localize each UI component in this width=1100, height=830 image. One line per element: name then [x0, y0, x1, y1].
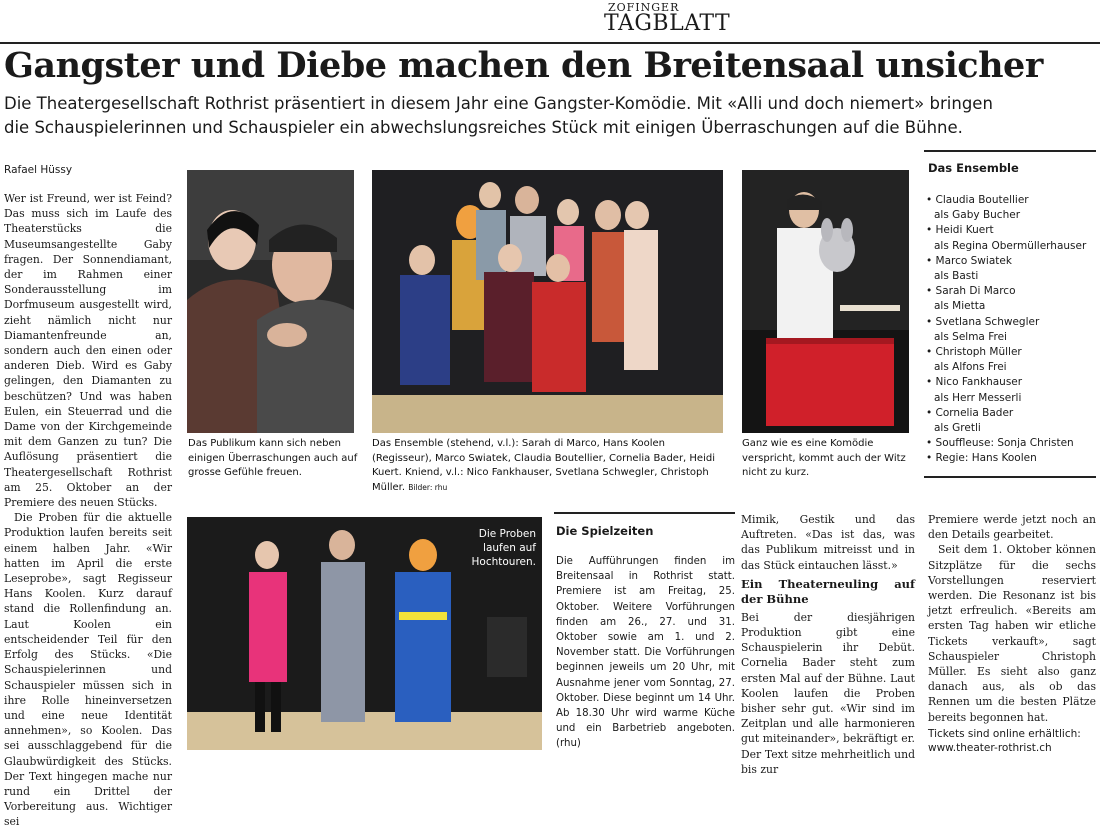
ensemble-member: • Heidi Kuert [926, 224, 994, 237]
ensemble-member: • Svetlana Schwegler [926, 315, 1040, 328]
photo-rehearsal [187, 517, 542, 750]
ensemble-member: • Cornelia Bader [926, 406, 1014, 419]
article-headline: Gangster und Diebe machen den Breitensaal unsicher [4, 45, 1043, 86]
ensemble-member: • Christoph Müller [926, 346, 1022, 359]
spielzeiten-rule [554, 512, 735, 514]
spielzeiten-text: Die Aufführungen finden im Breitensaal in Rothrist statt. Premiere ist am Freitag, 25. Oktober. Weitere Vorführungen finden am 26., 27. und 31. Oktober sowie am 1. und 2. November statt. Die Vorführungen beginnen jeweils um 20 Uhr, mit Ausnahme jener vom Sonntag, 27. Oktober. Diese beginnt um 14 Uhr. Ab 18.30 Uhr wird warme Küche und ein Barbetrieb angeboten. (rhu) [556, 556, 735, 750]
ensemble-role: als Regina Obermüllerhauser [934, 239, 1087, 252]
spielzeiten-title: Die Spielzeiten [556, 524, 654, 538]
caption-photo-2-text: Das Ensemble (stehend, v.l.): Sarah di Marco, Hans Koolen (Regisseur), Marco Swiatek, Claudia Boutellier, Cornelia Bader, Heidi Kuert. Kniend, v.l.: Nico Fankhauser, Svetlana Schwegler, Christoph Müller. [372, 438, 715, 493]
photo-suitcase-scene-image [742, 170, 909, 433]
tickets-link[interactable]: www.theater-rothrist.ch [928, 742, 1052, 754]
ensemble-role: als Herr Messerli [934, 391, 1022, 404]
article-paragraph: Wer ist Freund, wer ist Feind? Das muss sich im Laufe des Theaterstücks die Museumsangestellte Gaby fragen. Der Sonnendiamant, der im Rahmen einer Sonderausstellung im Dorfmuseum ausgestellt wird, zieht nämlich nicht nur Diamantenfreunde an, sondern auch den einen oder anderen Dieb. Wird es Gaby gelingen, den Diamanten zu beschützen? Und was haben Eulen, ein Steuerrad und die Dame von der Kirchgemeinde mit dem Ganzen zu tun? Die Auflösung präsentiert die Theatergesellschaft Rothrist am 25. Oktober an der Premiere des neuen Stücks. [4, 192, 172, 510]
ensemble-role: als Gretli [934, 422, 981, 435]
article-subhead: Ein Theaterneuling auf der Bühne [741, 576, 915, 606]
spielzeiten-box [554, 512, 735, 752]
ensemble-member: • Sarah Di Marco [926, 285, 1016, 298]
caption-photo-3: Ganz wie es eine Komödie verspricht, kommt auch der Witz nicht zu kurz. [742, 438, 906, 478]
article-column-right [928, 512, 1096, 722]
caption-photo-1: Das Publikum kann sich neben einigen Überraschungen auch auf grosse Gefühle freuen. [188, 438, 358, 478]
ensemble-extra: • Regie: Hans Koolen [926, 452, 1037, 465]
ensemble-list [924, 193, 1096, 467]
photo-suitcase-scene [742, 170, 909, 433]
ensemble-role: als Basti [934, 270, 979, 283]
ensemble-title: Das Ensemble [928, 161, 1019, 175]
photo-overlay-text: Die Proben laufen auf Hochtouren. [471, 528, 536, 568]
masthead-logo [604, 2, 744, 35]
article-paragraph: Bei der diesjährigen Produktion gibt eine Schauspielerin ihr Debüt. Cornelia Bader steht zum ersten Mal auf der Bühne. Laut Koolen laufen die Proben bisher sehr gut. «Wir sind im Zeitplan und alle harmonieren gut miteinander», bekräftigt er. Der Text sitze mehrheitlich und bis zur [741, 610, 915, 776]
ensemble-role: als Alfons Frei [934, 361, 1007, 374]
photo-credit: Bilder: rhu [408, 482, 448, 492]
article-paragraph: Die Proben für die aktuelle Produktion laufen bereits seit einem halben Jahr. «Wir hatten im April die erste Leseprobe», sagt Regisseur Hans Koolen. Kurz darauf stand die Rollenfindung an. Laut Koolen ein entscheidender Teil für den Erfolg des Stücks. «Die Schauspielerinnen und Schauspieler müssen sich in ihre Rolle hineinversetzen und eine neue Identität annehmen», so Koolen. Das sei ausschlaggebend für die Glaubwürdigkeit des Stücks. Der Text hingegen mache nur rund ein Drittel der Vorbereitung aus. Wichtiger sei [4, 511, 172, 829]
ensemble-role: als Mietta [934, 300, 986, 313]
sidebar-top-rule [924, 150, 1096, 152]
photo-dramatic-scene-image [187, 170, 354, 433]
ensemble-role: als Selma Frei [934, 330, 1007, 343]
article-paragraph: Mimik, Gestik und das Auftreten. «Das ist das, was das Publikum mitreisst und in das Stück eintauchen lässt.» [741, 513, 915, 572]
photo-dramatic-scene [187, 170, 354, 433]
article-column-1 [4, 191, 172, 829]
ensemble-extra: • Souffleuse: Sonja Christen [926, 437, 1074, 450]
ensemble-sidebar [924, 150, 1096, 467]
masthead-line1: ZOFINGER [608, 1, 680, 14]
masthead-line2: TAGBLATT [604, 11, 731, 36]
sidebar-bottom-rule [924, 476, 1096, 478]
byline: Rafael Hüssy [4, 164, 73, 176]
article-column-mid [741, 512, 915, 776]
article-paragraph: Seit dem 1. Oktober können Sitzplätze für die sechs Vorstellungen reserviert werden. Die Resonanz ist bis jetzt erfreulich. «Bereits am ersten Tag haben wir etliche Tickets verkauft», sagt Schauspieler Christoph Müller. Es sieht also ganz danach aus, als ob das Rennen um die besten Plätze bereits begonnen hat. [928, 543, 1096, 724]
ensemble-member: • Claudia Boutellier [926, 194, 1029, 206]
ensemble-member: • Marco Swiatek [926, 254, 1012, 267]
caption-photo-2 [372, 437, 724, 495]
tickets-label: Tickets sind online erhältlich: [928, 728, 1081, 740]
ensemble-member: • Nico Fankhauser [926, 376, 1023, 389]
article-lead: Die Theatergesellschaft Rothrist präsentiert in diesem Jahr eine Gangster-Komödie. Mit «Alli und doch niemert» bringen die Schauspielerinnen und Schauspieler ein abwechslungsreiches Stück mit einigen Überraschungen auf die Bühne. [4, 94, 993, 137]
article-paragraph: Premiere werde jetzt noch an den Details gearbeitet. [928, 513, 1096, 542]
ensemble-role: als Gaby Bucher [934, 209, 1021, 222]
photo-ensemble-image [372, 170, 723, 433]
tickets-info [928, 727, 1096, 755]
photo-ensemble [372, 170, 723, 433]
